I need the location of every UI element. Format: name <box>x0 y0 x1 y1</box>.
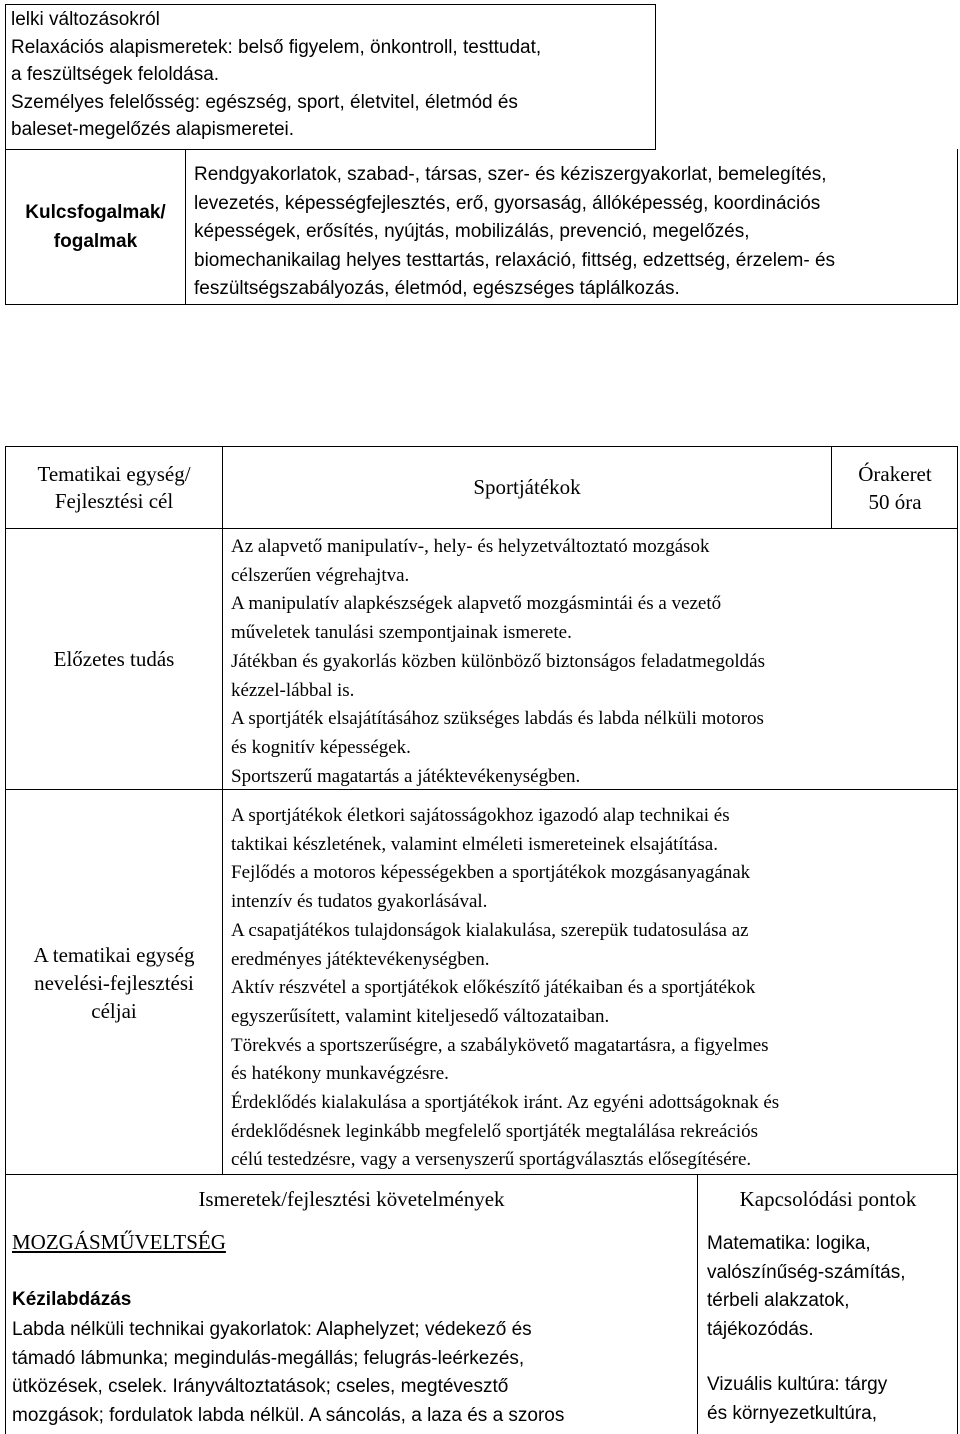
top-line: baleset-megelőzés alapismeretei. <box>11 119 295 140</box>
keywords-line: képességek, erősítés, nyújtás, mobilizálás, prevenció, megelőzés, <box>194 221 750 242</box>
connections-group-1 <box>707 1230 955 1344</box>
top-line: Személyes felelősség: egészség, sport, életvitel, életmód és <box>11 91 518 113</box>
requirements-line: Labda nélküli technikai gyakorlatok: Alaphelyzet; védekező és <box>12 1319 532 1340</box>
prior-line: A manipulatív alapkészségek alapvető mozgásmintái és a vezető <box>231 593 722 615</box>
connection-line: tájékozódás. <box>707 1318 814 1340</box>
section-title-text: MOZGÁSMŰVELTSÉG <box>12 1230 226 1254</box>
goals-label-line: nevelési-fejlesztési <box>34 970 194 995</box>
keywords-line: feszültségszabályozás, életmód, egészséges táplálkozás. <box>194 278 680 299</box>
prior-line: célszerűen végrehajtva. <box>231 564 410 586</box>
hours-cell <box>832 446 958 529</box>
top-line: Relaxációs alapismeretek: belső figyelem, önkontroll, testtudat, <box>11 36 542 58</box>
keywords-line: levezetés, képességfejlesztés, erő, gyorsaság, állóképesség, koordinációs <box>194 192 821 214</box>
prior-line: kézzel-lábbal is. <box>231 679 355 701</box>
hours-value: 50 óra <box>868 489 922 514</box>
prior-knowledge-label <box>5 529 223 790</box>
hours-label: Órakeret <box>858 461 932 486</box>
connection-line: valószínűség-számítás, <box>707 1261 906 1283</box>
top-line: lelki változásokról <box>11 9 160 30</box>
goals-line: A csapatjátékos tulajdonságok kialakulása, szerepük tudatosulása az <box>231 919 749 941</box>
connections-header <box>698 1187 958 1212</box>
subsection-title-text: Kézilabdázás <box>12 1289 132 1310</box>
subsection-title <box>12 1289 131 1311</box>
connection-line: térbeli alakzatok, <box>707 1290 850 1311</box>
goals-line: intenzív és tudatos gyakorlásával. <box>231 891 488 913</box>
unit-label-line: Fejlesztési cél <box>54 488 174 513</box>
unit-label-line: Tematikai egység/ <box>37 461 191 486</box>
goals-line: Törekvés a sportszerűségre, a szabálykövető magatartásra, a figyelmes <box>231 1034 769 1056</box>
prior-line: Az alapvető manipulatív-, hely- és helyzetváltoztató mozgások <box>231 536 710 557</box>
goals-line: és hatékony munkavégzésre. <box>231 1063 449 1085</box>
requirements-line: támadó lábmunka; megindulás-megállás; felugrás-leérkezés, <box>12 1347 525 1369</box>
goals-label-line: A tematikai egység <box>33 942 195 967</box>
goals-line: egyszerűsített, valamint kiteljesedő változataiban. <box>231 1005 610 1027</box>
goals-label-line: céljai <box>91 998 137 1023</box>
goals-text <box>231 802 956 1175</box>
connections-group-2 <box>707 1371 955 1428</box>
prior-line: Sportszerű magatartás a játéktevékenységben. <box>231 765 581 787</box>
goals-line: eredményes játéktevékenységben. <box>231 948 490 970</box>
connection-line: és környezetkultúra, <box>707 1402 878 1424</box>
goals-line: érdeklődésnek leginkább megfelelő sportjáték megtalálása rekreációs <box>231 1120 759 1142</box>
prior-line: műveletek tanulási szempontjainak ismerete. <box>231 622 572 644</box>
keywords-text <box>194 161 954 304</box>
goals-line: taktikai készletének, valamint elméleti ismereteinek elsajátítása. <box>231 833 718 855</box>
connection-line: Vizuális kultúra: tárgy <box>707 1374 888 1395</box>
keywords-line: biomechanikailag helyes testtartás, relaxáció, fittség, edzettség, érzelem- és <box>194 249 836 271</box>
unit-title <box>223 446 831 529</box>
requirements-text <box>12 1316 696 1431</box>
goals-line: A sportjátékok életkori sajátosságokhoz igazodó alap technikai és <box>231 805 730 826</box>
prior-line: és kognitív képességek. <box>231 736 411 758</box>
keywords-label <box>5 150 186 304</box>
goals-line: Aktív részvétel a sportjátékok előkészítő játékaiban és a sportjátékok <box>231 977 756 999</box>
goals-line: Érdeklődés kialakulása a sportjátékok iránt. Az egyéni adottságoknak és <box>231 1092 780 1114</box>
prior-line: A sportjáték elsajátításához szükséges labdás és labda nélküli motoros <box>231 708 764 730</box>
unit-header-label <box>5 446 223 529</box>
requirements-line: ütközések, cselek. Irányváltoztatások; cseles, megtévesztő <box>12 1376 509 1398</box>
keywords-label-line: fogalmak <box>53 231 138 252</box>
goals-line: célú testedzésre, vagy a versenyszerű sportágválasztás elősegítésére. <box>231 1149 752 1171</box>
prior-knowledge-label-text: Előzetes tudás <box>53 647 175 671</box>
top-line: a feszültségek feloldása. <box>11 64 220 85</box>
unit-title-text: Sportjátékok <box>473 475 581 499</box>
connection-line: Matematika: logika, <box>707 1233 871 1254</box>
keywords-line: Rendgyakorlatok, szabad-, társas, szer- és kéziszergyakorlat, bemelegítés, <box>194 164 827 185</box>
requirements-header <box>5 1187 698 1212</box>
goals-line: Fejlődés a motoros képességekben a sportjátékok mozgásanyagának <box>231 862 751 884</box>
section-title <box>12 1230 226 1255</box>
requirements-line: mozgások; fordulatok labda nélkül. A sáncolás, a laza és a szoros <box>12 1405 565 1427</box>
top-continuation-text <box>11 6 651 144</box>
requirements-header-text: Ismeretek/fejlesztési követelmények <box>198 1187 505 1211</box>
prior-knowledge-text <box>231 533 953 791</box>
goals-label <box>5 791 223 1174</box>
keywords-label-line: Kulcsfogalmak/ <box>25 202 166 223</box>
prior-line: Játékban és gyakorlás közben különböző biztonságos feladatmegoldás <box>231 650 765 672</box>
connections-header-text: Kapcsolódási pontok <box>739 1187 917 1211</box>
